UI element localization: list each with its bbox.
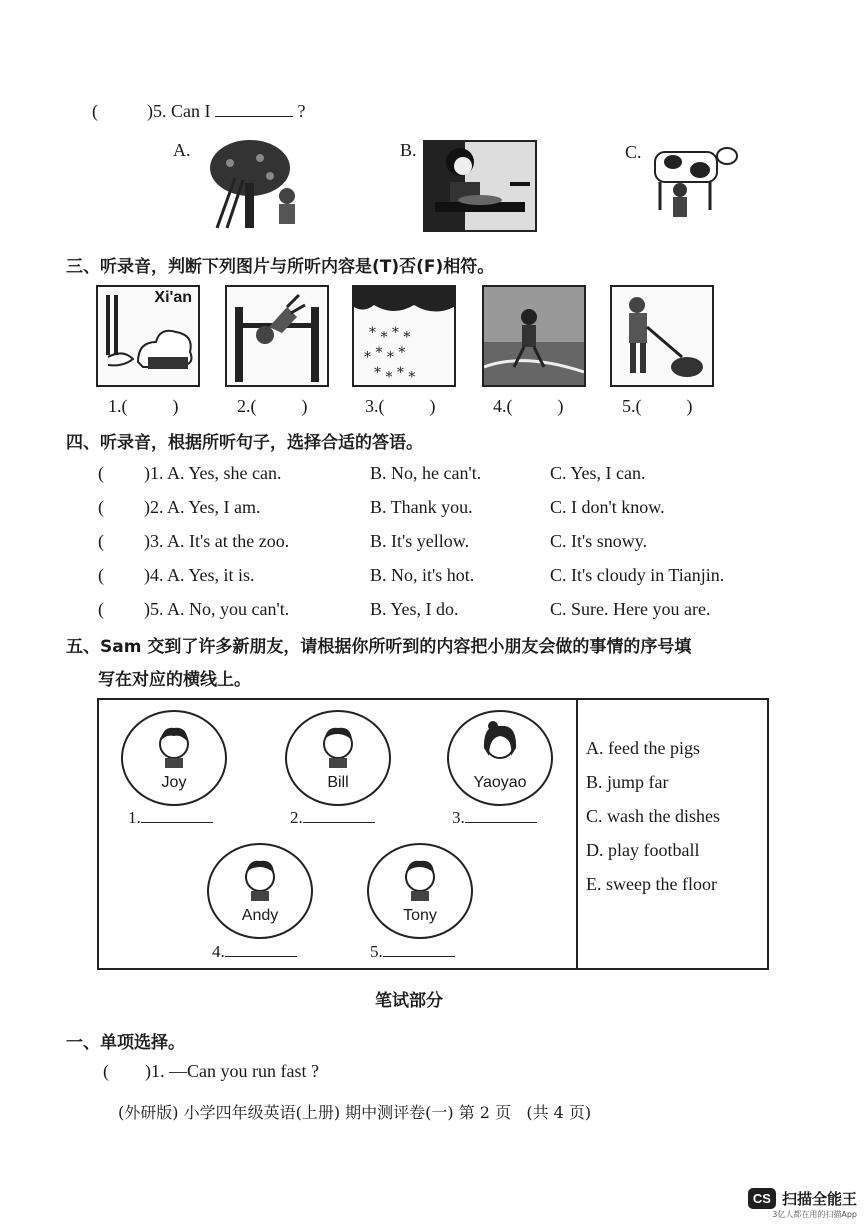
choice-a: A. feed the pigs: [586, 738, 700, 758]
option-b-label: B.: [400, 140, 417, 160]
picture-3-snowy: [352, 285, 456, 387]
row-5-option-b[interactable]: B. Yes, I do.: [370, 599, 459, 619]
option-c-label: C.: [625, 142, 642, 162]
section-4-row-3: ( )3. A. It's at the zoo.: [98, 531, 290, 551]
blank-5-number: 5.: [370, 942, 383, 961]
blank-5-line[interactable]: [383, 940, 455, 957]
blank-2-line[interactable]: [303, 806, 375, 823]
svg-text:* ⁎ * ⁎: * ⁎ * ⁎: [374, 365, 416, 381]
question-5-text: )5. Can I: [147, 101, 211, 121]
row-5-option-c[interactable]: C. Sure. Here you are.: [550, 599, 711, 619]
row-1-option-c[interactable]: C. Yes, I can.: [550, 463, 646, 483]
blank-1-number: 1.: [128, 808, 141, 827]
row-2-option-b[interactable]: B. Thank you.: [370, 497, 473, 517]
blank-4-number: 4.: [212, 942, 225, 961]
choice-e: E. sweep the floor: [586, 874, 717, 894]
kid-yaoyao: [447, 710, 553, 806]
row-4-option-c[interactable]: C. It's cloudy in Tianjin.: [550, 565, 725, 585]
row-3-option-b[interactable]: B. It's yellow.: [370, 531, 470, 551]
section-4-row-2: ( )2. A. Yes, I am.: [98, 497, 261, 517]
written-part-heading: 笔试部分: [375, 991, 443, 1011]
svg-text:* ⁎ * ⁎: * ⁎ * ⁎: [369, 325, 411, 341]
kid-tony: [367, 843, 473, 939]
section-4-row-1: ( )1. A. Yes, she can.: [98, 463, 282, 483]
row-1-question: )1. A. Yes, she can.: [144, 463, 282, 483]
answer-blank[interactable]: [215, 100, 293, 117]
section-4-row-4: ( )4. A. Yes, it is.: [98, 565, 255, 585]
blank-1-line[interactable]: [141, 806, 213, 823]
kid-andy: [207, 843, 313, 939]
row-2-option-c[interactable]: C. I don't know.: [550, 497, 665, 517]
kid-blank-3[interactable]: [452, 806, 537, 828]
section-3-answer-4[interactable]: 4.( ): [493, 396, 564, 416]
section-3-answer-2[interactable]: 2.( ): [237, 396, 308, 416]
section-5-title-line-1: 五、Sam 交到了许多新朋友，请根据你所听到的内容把小朋友会做的事情的序号填: [66, 637, 692, 657]
row-2-question: )2. A. Yes, I am.: [144, 497, 261, 517]
row-4-option-b[interactable]: B. No, it's hot.: [370, 565, 475, 585]
picture-1-xian-weather: [96, 285, 200, 387]
scanner-tagline: 3亿人都在用的扫描App: [772, 1210, 857, 1219]
section-5-title-line-2: 写在对应的横线上。: [98, 670, 251, 690]
section-3-answer-1[interactable]: 1.( ): [108, 396, 179, 416]
question-mark: ?: [297, 101, 306, 121]
row-1-option-b[interactable]: B. No, he can't.: [370, 463, 482, 483]
section-3-answer-3[interactable]: 3.( ): [365, 396, 436, 416]
kid-bill: [285, 710, 391, 806]
picture-2-boy-jumping: [225, 285, 329, 387]
section-1-title: 一、单项选择。: [66, 1033, 185, 1053]
picture-5-man-mowing: [610, 285, 714, 387]
kid-blank-2[interactable]: [290, 806, 375, 828]
section-4-row-5: ( )5. A. No, you can't.: [98, 599, 290, 619]
row-4-question: )4. A. Yes, it is.: [144, 565, 255, 585]
kid-joy: [121, 710, 227, 806]
svg-text:⁎ * ⁎ *: ⁎ * ⁎ *: [364, 345, 406, 361]
paren-open: (: [92, 101, 98, 121]
row-5-question: )5. A. No, you can't.: [144, 599, 290, 619]
scanner-watermark: [748, 1188, 857, 1220]
question-5-row: [92, 100, 305, 122]
kid-name-bill: Bill: [327, 774, 349, 791]
scanner-logo: CS: [748, 1188, 776, 1209]
blank-3-line[interactable]: [465, 806, 537, 823]
q1-paren: (: [103, 1061, 109, 1081]
kid-name-yaoyao: Yaoyao: [473, 774, 527, 791]
kid-name-andy: Andy: [241, 907, 279, 924]
row-3-question: )3. A. It's at the zoo.: [144, 531, 290, 551]
section-3-answer-5[interactable]: 5.( ): [622, 396, 693, 416]
written-question-1: [103, 1061, 319, 1082]
choice-b: B. jump far: [586, 772, 669, 792]
matching-box-divider: [576, 698, 578, 968]
choice-d: D. play football: [586, 840, 700, 860]
page-footer: (外研版) 小学四年级英语(上册) 期中测评卷(一) 第 2 页 (共 4 页): [118, 1103, 592, 1122]
choice-c: C. wash the dishes: [586, 806, 720, 826]
blank-2-number: 2.: [290, 808, 303, 827]
row-3-option-c[interactable]: C. It's snowy.: [550, 531, 648, 551]
kid-name-joy: Joy: [161, 774, 187, 791]
kid-blank-5[interactable]: [370, 940, 455, 962]
q1-text: )1. —Can you run fast ?: [145, 1061, 319, 1081]
picture-1-label: Xi'an: [154, 289, 192, 306]
option-a-label: A.: [173, 140, 191, 160]
blank-4-line[interactable]: [225, 940, 297, 957]
option-c-image-milking-cow: [645, 140, 740, 225]
section-4-title: 四、听录音，根据所听句子，选择合适的答语。: [66, 433, 423, 453]
option-b-image-cooking: [423, 140, 537, 232]
kid-name-tony: Tony: [403, 907, 437, 924]
kid-blank-4[interactable]: [212, 940, 297, 962]
picture-4-running-girl: [482, 285, 586, 387]
scanner-name: 扫描全能王: [781, 1190, 857, 1208]
option-a-image-tree-picking: [205, 138, 305, 232]
blank-3-number: 3.: [452, 808, 465, 827]
section-3-title: 三、听录音，判断下列图片与所听内容是(T)否(F)相符。: [66, 257, 495, 277]
kid-blank-1[interactable]: [128, 806, 213, 828]
